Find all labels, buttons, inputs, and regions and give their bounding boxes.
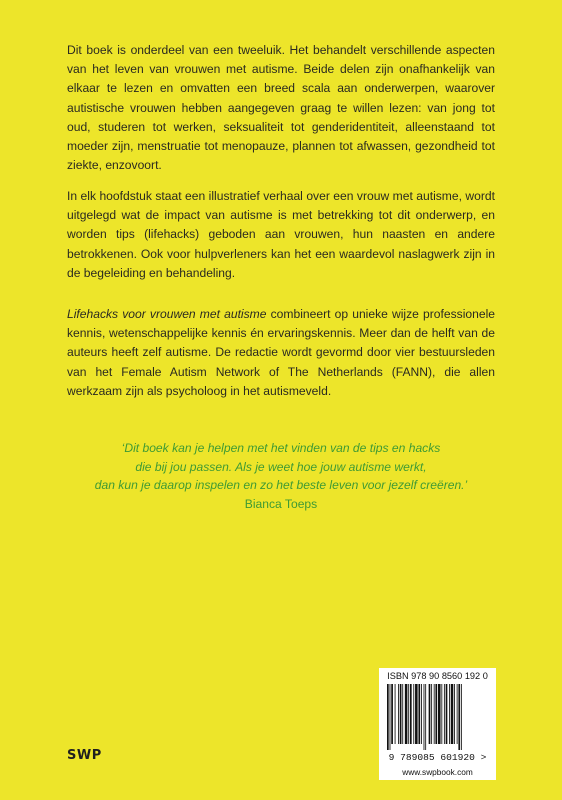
description-paragraph-1: Dit boek is onderdeel van een tweeluik. Het behandelt verschillende aspecten van het leven van vrouwen met autisme. Beide delen zijn onafhankelijk van elkaar te lezen en omvatten een breed scala aan onderwerpen, waarover autistische vrouwen hebben aangegeven graag te willen lezen: van jong tot oud, studeren tot werken, seksualiteit tot genderidentiteit, alleenstaand tot moeder zijn, menstruatie tot menopauze, plannen tot afwassen, gezondheid tot ziekte, enzovoort. (67, 43, 495, 173)
quote-line: die bij jou passen. Als je weet hoe jouw autisme werkt, (135, 459, 427, 474)
barcode-digits: 9 789085 601920 > (388, 752, 487, 763)
endorsement-quote (67, 439, 495, 513)
description-paragraph-3 (67, 305, 495, 401)
description-paragraph-2: In elk hoofdstuk staat een illustratief verhaal over een vrouw met autisme, wordt uitgelegd wat de impact van autisme is met betrekking tot dit onderwerp, en worden tips (lifehacks) geboden aan vrouwen, hun naasten en andere betrokkenen. Ook voor hulpverleners kan het een waardevol naslagwerk zijn in de begeleiding en behandeling. (67, 189, 495, 280)
isbn-barcode-block (379, 668, 496, 780)
publisher-logo: SWP (67, 748, 102, 763)
paragraph-3-text: combineert op unieke wijze professionele kennis, wetenschappelijke kennis én ervaringskennis. Meer dan de helft van de auteurs heeft zelf autisme. De redactie wordt gevormd door vier bestuursleden van het Female Autism Network of The Netherlands (FANN), die allen werkzaam zijn als psycholoog in het autismeveld. (67, 307, 495, 398)
quote-author: Bianca Toeps (244, 496, 318, 511)
quote-line: ‘Dit boek kan je helpen met het vinden van de tips en hacks (121, 441, 441, 455)
book-title-italic: Lifehacks voor vrouwen met autisme (67, 307, 267, 321)
publisher-website: www.swpbook.com (402, 767, 473, 777)
barcode-icon (387, 684, 491, 750)
isbn-label: ISBN 978 90 8560 192 0 (387, 671, 488, 681)
quote-line: dan kun je daarop inspelen en zo het beste leven voor jezelf creëren.’ (94, 478, 468, 493)
